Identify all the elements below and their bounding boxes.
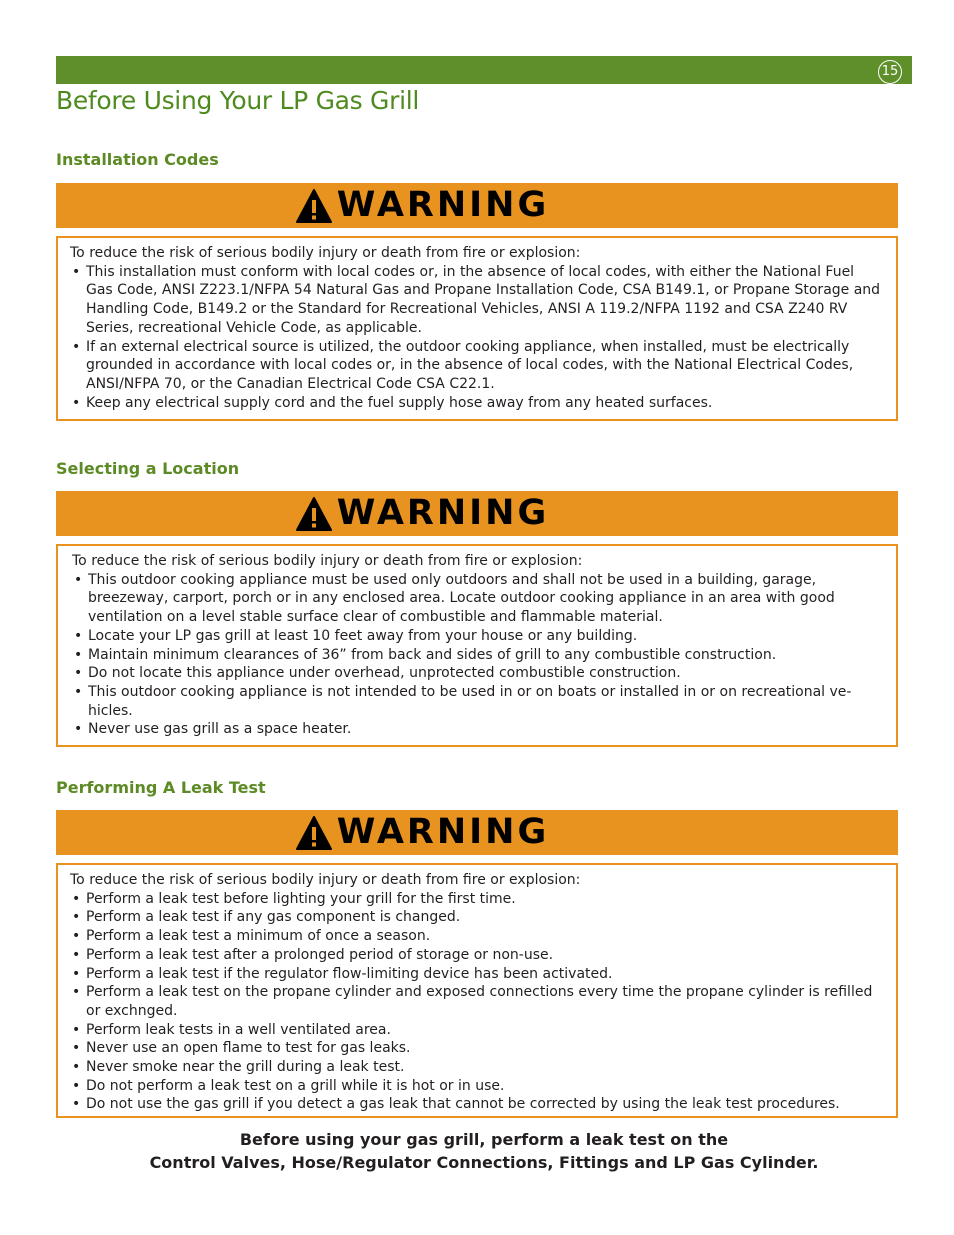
- warning-banner-location: [56, 491, 898, 536]
- header-bar: [56, 56, 912, 84]
- warning-label: WARNING: [336, 812, 550, 852]
- list-item: • This outdoor cooking appliance is not intended to be used in or on boats or installed in or on recreational ve-hicles.: [74, 683, 852, 719]
- warning-triangle-icon: [295, 188, 333, 224]
- list-item: • Maintain minimum clearances of 36” from back and sides of grill to any combustible construction.: [74, 646, 777, 663]
- footer-note: [56, 1128, 912, 1174]
- warning-box-location: [56, 544, 898, 747]
- warning-box-installation: [56, 236, 898, 421]
- warning-intro: To reduce the risk of serious bodily injury or death from fire or explosion:: [70, 245, 581, 261]
- warning-label: WARNING: [336, 185, 550, 225]
- list-item: • Locate your LP gas grill at least 10 feet away from your house or any building.: [74, 627, 638, 644]
- warning-triangle-icon: [295, 496, 333, 532]
- warning-list: [70, 890, 896, 1114]
- list-item: • Perform a leak test after a prolonged period of storage or non-use.: [72, 946, 554, 963]
- warning-list: [72, 571, 896, 739]
- list-item: • Perform a leak test a minimum of once a season.: [72, 928, 431, 945]
- list-item: • Do not locate this appliance under overhead, unprotected combustible construction.: [74, 665, 681, 682]
- section-heading-selecting-location: Selecting a Location: [56, 459, 240, 478]
- warning-list: [70, 263, 896, 413]
- list-item: • Perform leak tests in a well ventilated area.: [72, 1021, 391, 1038]
- list-item: • Never smoke near the grill during a leak test.: [72, 1059, 405, 1076]
- warning-banner-installation: [56, 183, 898, 228]
- list-item: • Perform a leak test on the propane cylinder and exposed connections every time the propane cylinder is refilled or exchnged.: [72, 984, 873, 1019]
- list-item: • Never use gas grill as a space heater.: [74, 721, 352, 738]
- list-item: • Keep any electrical supply cord and the fuel supply hose away from any heated surfaces.: [72, 394, 713, 411]
- warning-intro: To reduce the risk of serious bodily injury or death from fire or explosion:: [70, 872, 581, 888]
- list-item: • Do not perform a leak test on a grill while it is hot or in use.: [72, 1077, 505, 1094]
- warning-triangle-icon: [295, 815, 333, 851]
- list-item: • Perform a leak test before lighting your grill for the first time.: [72, 890, 516, 907]
- footer-line-2: Control Valves, Hose/Regulator Connections, Fittings and LP Gas Cylinder.: [149, 1153, 819, 1172]
- warning-banner-leak-test: [56, 810, 898, 855]
- list-item: • If an external electrical source is utilized, the outdoor cooking appliance, when installed, must be electrically grounded in accordance with local codes or, in the absence of local codes, with the National Electrical Codes, ANSI/NFPA 70, or the Canadian Electrical Code CSA C22.1.: [72, 338, 854, 392]
- warning-intro: To reduce the risk of serious bodily injury or death from fire or explosion:: [72, 553, 583, 569]
- section-heading-installation-codes: Installation Codes: [56, 150, 219, 169]
- footer-line-1: Before using your gas grill, perform a leak test on the: [239, 1130, 729, 1149]
- list-item: • Do not use the gas grill if you detect a gas leak that cannot be corrected by using the leak test procedures.: [72, 1096, 840, 1113]
- warning-label: WARNING: [336, 493, 550, 533]
- warning-box-leak-test: [56, 863, 898, 1118]
- list-item: • This installation must conform with local codes or, in the absence of local codes, with either the National Fuel Gas Code, ANSI Z223.1/NFPA 54 Natural Gas and Propane Installation Code, CSA B149.1, or Propane Storage and Handling Code, B149.2 or the Standard for Recreational Vehicles, ANSI A 119.2/NFPA 1192 and CSA Z240 RV Series, recreational Vehicle Code, as applicable.: [72, 263, 881, 336]
- list-item: • Perform a leak test if the regulator flow-limiting device has been activated.: [72, 965, 613, 982]
- list-item: • Perform a leak test if any gas component is changed.: [72, 909, 461, 926]
- page-title: Before Using Your LP Gas Grill: [56, 86, 420, 115]
- list-item: • Never use an open flame to test for gas leaks.: [72, 1040, 411, 1057]
- page-number: 15: [878, 60, 902, 84]
- list-item: • This outdoor cooking appliance must be used only outdoors and shall not be used in a building, garage, breezeway, carport, porch or in any enclosed area. Locate outdoor cooking appliance in an area with good ventilation on a level stable surface clear of combustible and flammable material.: [74, 571, 835, 626]
- section-heading-leak-test: Performing A Leak Test: [56, 778, 266, 797]
